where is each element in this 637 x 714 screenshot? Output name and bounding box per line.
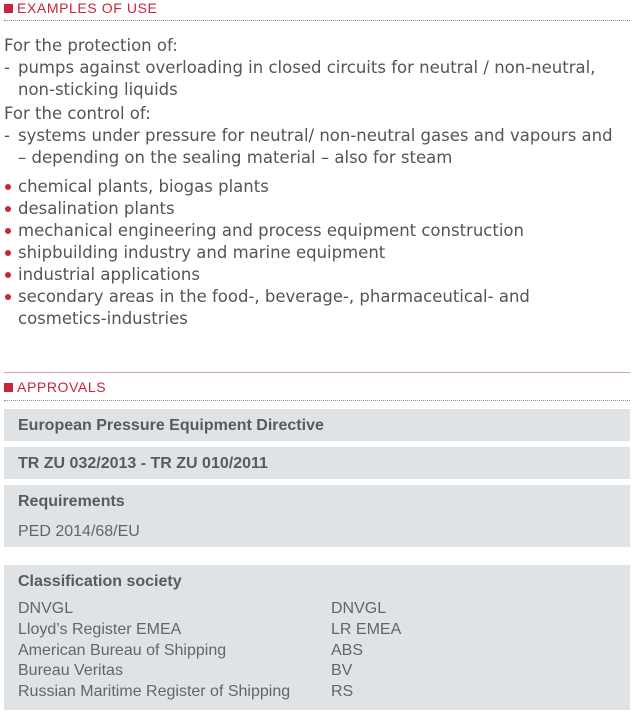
section-divider xyxy=(4,372,630,373)
requirements-title: Requirements xyxy=(18,493,125,510)
society-name: American Bureau of Shipping xyxy=(18,642,227,659)
bullet-icon xyxy=(5,184,11,190)
society-abbr: BV xyxy=(331,662,353,679)
bullet-icon xyxy=(5,294,11,300)
classification-title: Classification society xyxy=(18,573,182,590)
classification-box xyxy=(4,565,630,710)
directive-title: European Pressure Equipment Directive xyxy=(18,417,324,434)
protection-label: For the protection of: xyxy=(4,36,178,55)
dash-icon: - xyxy=(4,58,10,77)
tr-box xyxy=(4,447,630,479)
red-square-icon xyxy=(4,383,13,392)
directive-box xyxy=(4,409,630,441)
bullet-icon xyxy=(5,250,11,256)
society-abbr: DNVGL xyxy=(331,600,387,617)
society-name: Bureau Veritas xyxy=(18,662,123,679)
dash-icon: - xyxy=(4,126,10,145)
society-abbr: ABS xyxy=(331,642,364,659)
tr-title: TR ZU 032/2013 - TR ZU 010/2011 xyxy=(18,455,268,472)
society-abbr: RS xyxy=(331,683,354,700)
society-abbr: LR EMEA xyxy=(331,621,402,638)
divider xyxy=(4,20,630,21)
requirements-value: PED 2014/68/EU xyxy=(18,523,140,540)
divider xyxy=(4,400,630,401)
examples-heading: EXAMPLES OF USE xyxy=(4,0,157,16)
requirements-box xyxy=(4,485,630,547)
bullet-icon xyxy=(5,206,11,212)
bullet-icon xyxy=(5,272,11,278)
society-name: Lloyd’s Register EMEA xyxy=(18,621,182,638)
bullet-icon xyxy=(5,228,11,234)
society-name: Russian Maritime Register of Shipping xyxy=(18,683,291,700)
control-label: For the control of: xyxy=(4,104,151,123)
society-name: DNVGL xyxy=(18,600,74,617)
red-square-icon xyxy=(4,4,13,13)
approvals-heading: APPROVALS xyxy=(4,379,106,395)
